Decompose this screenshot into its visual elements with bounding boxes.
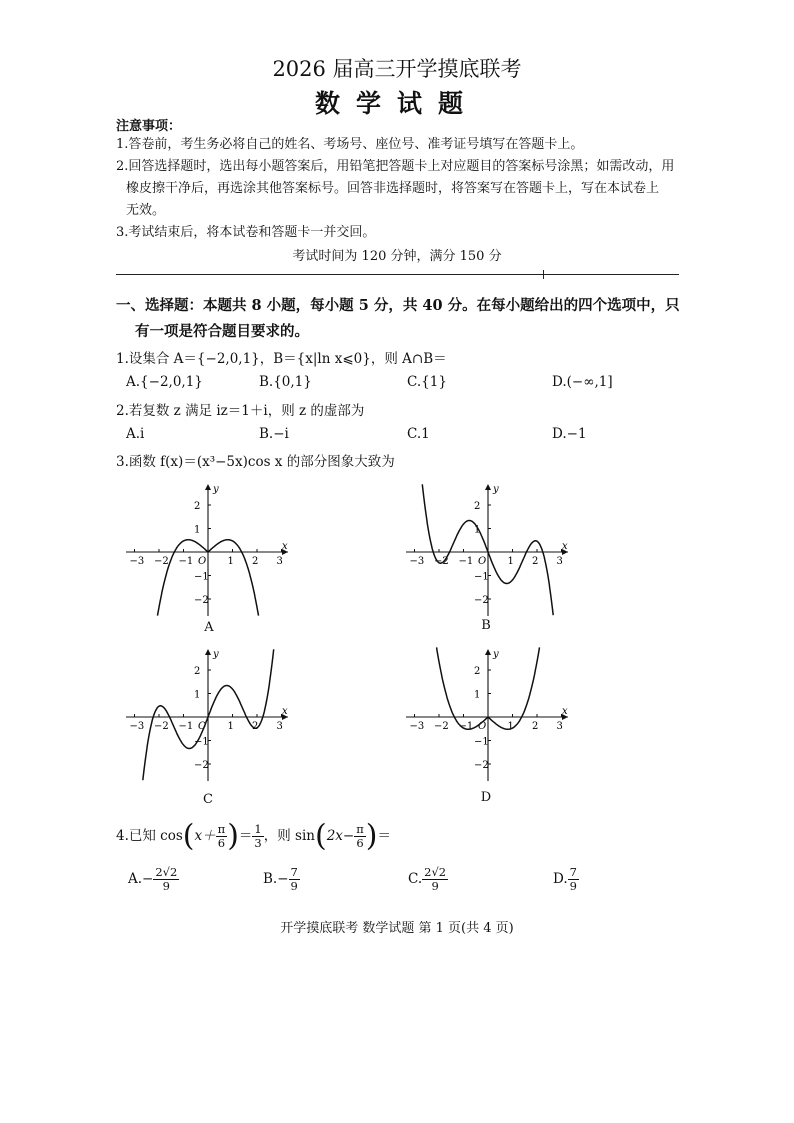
x-tick-label: 1 (507, 721, 514, 732)
right-paren: ) (227, 818, 239, 854)
fraction-one-third (252, 823, 263, 850)
divider (116, 274, 679, 275)
option-letter: D. (553, 871, 568, 887)
option-letter: A.− (128, 871, 154, 887)
y-tick-label: 2 (194, 501, 201, 512)
question-4-option-d (553, 866, 579, 893)
graph-d (400, 645, 575, 785)
question-4-then: ，则 sin (263, 828, 315, 844)
y-tick-label: −2 (194, 595, 209, 606)
x-tick-label: −1 (178, 721, 194, 732)
x-tick-label: −2 (434, 721, 449, 732)
option-fraction (422, 866, 448, 893)
origin-label: O (478, 556, 487, 567)
graph-a-label: A (204, 620, 214, 635)
notice-item-1: 1.答卷前，考生务必将自己的姓名、考场号、座位号、准考证号填写在答题卡上。 (116, 137, 584, 152)
fraction-numerator: 7 (569, 865, 577, 879)
y-axis-label: y (213, 484, 219, 495)
y-axis-arrow (205, 649, 211, 655)
graph-c-label: C (203, 792, 213, 807)
fraction-pi-over-6 (216, 823, 228, 850)
question-1-option-d: D.(−∞,1] (552, 374, 613, 390)
y-tick-label: 2 (474, 501, 481, 512)
x-tick-label: −2 (154, 556, 169, 567)
notice-heading: 注意事项： (116, 119, 182, 134)
fraction-numerator: π (217, 822, 226, 836)
y-axis-arrow (485, 484, 491, 490)
fraction-denominator: 9 (569, 879, 577, 893)
question-4-option-a (128, 866, 179, 893)
y-axis-label: y (213, 649, 219, 660)
question-4-equals: ＝ (238, 828, 253, 844)
question-4-option-b (263, 866, 300, 893)
question-2-stem: 2.若复数 z 满足 iz＝1＋i，则 z 的虚部为 (116, 403, 365, 419)
x-tick-label: 2 (252, 721, 259, 732)
y-tick-label: −1 (194, 571, 209, 583)
option-fraction (289, 866, 300, 893)
x-tick-label: −3 (129, 721, 145, 732)
fraction-numerator: 1 (254, 822, 262, 836)
y-tick-label: 1 (474, 524, 481, 536)
question-4-x-plus: x＋ (194, 828, 216, 844)
x-tick-label: 3 (276, 721, 283, 732)
option-fraction (153, 866, 179, 893)
section-heading-line-1: 一、选择题：本题共 8 小题，每小题 5 分，共 40 分。在每小题给出的四个选项中，只 (116, 297, 680, 314)
graph-a (120, 480, 295, 620)
x-tick-label: −2 (434, 556, 449, 567)
fraction-numerator: 2√2 (424, 865, 447, 879)
fraction-pi-over-6 (354, 823, 366, 850)
origin-label: O (478, 721, 487, 732)
fraction-denominator: 6 (217, 836, 226, 850)
notice-item-2-line-2: 橡皮擦干净后，再选涂其他答案标号。回答非选择题时，将答案写在答题卡上，写在本试卷上 (126, 181, 660, 196)
option-letter: B.− (263, 871, 289, 887)
question-4-2x-minus: 2x− (326, 828, 355, 844)
y-tick-label: 1 (474, 689, 481, 701)
y-tick-label: 1 (194, 689, 201, 701)
exam-title: 2026 届高三开学摸底联考 (272, 57, 522, 81)
x-axis-label: x (562, 541, 568, 552)
y-tick-label: −2 (474, 595, 489, 606)
y-tick-label: 1 (194, 524, 201, 536)
question-1-stem: 1.设集合 A＝{−2,0,1}，B＝{x|ln x⩽0}，则 A∩B＝ (116, 351, 447, 367)
origin-label: O (198, 556, 207, 567)
x-tick-label: 2 (532, 721, 539, 732)
question-2-option-b: B.−i (259, 426, 289, 442)
question-2-option-c: C.1 (407, 426, 430, 442)
question-2-option-d: D.−1 (552, 426, 587, 442)
y-axis-label: y (493, 484, 499, 495)
question-1-option-a: A.{−2,0,1} (126, 374, 203, 390)
notice-item-3: 3.考试结束后，将本试卷和答题卡一并交回。 (116, 225, 376, 240)
x-tick-label: 2 (532, 556, 539, 567)
fraction-denominator: 9 (290, 879, 298, 893)
y-tick-label: −2 (194, 760, 209, 771)
x-axis-label: x (282, 541, 288, 552)
y-axis-arrow (205, 484, 211, 490)
notice-item-2-line-1: 2.回答选择题时，选出每小题答案后，用铅笔把答题卡上对应题目的答案标号涂黑；如需改动，用 (116, 159, 675, 174)
x-tick-label: 1 (507, 556, 514, 567)
question-4-option-c (408, 866, 448, 893)
fraction-numerator: π (356, 822, 364, 836)
subject-title: 数学试题 (314, 89, 479, 118)
y-tick-label: −2 (474, 760, 489, 771)
fraction-denominator: 9 (431, 879, 439, 893)
x-tick-label: −1 (458, 721, 474, 732)
question-3-stem: 3.函数 f(x)＝(x³−5x)cos x 的部分图象大致为 (116, 454, 395, 470)
notice-item-2-line-3: 无效。 (126, 203, 166, 218)
fraction-numerator: 2√2 (155, 865, 178, 879)
question-1-option-b: B.{0,1} (259, 374, 312, 390)
x-tick-label: −2 (154, 721, 169, 732)
y-axis-label: y (493, 649, 499, 660)
x-tick-label: −1 (178, 556, 194, 567)
x-tick-label: 3 (556, 556, 563, 567)
x-axis-label: x (282, 706, 288, 717)
y-tick-label: 2 (474, 666, 481, 677)
question-4-prefix: 4.已知 cos (116, 828, 183, 844)
x-tick-label: −1 (458, 556, 474, 567)
x-tick-label: 3 (276, 556, 283, 567)
fraction-numerator: 7 (290, 865, 298, 879)
origin-label: O (198, 721, 207, 732)
x-tick-label: −3 (409, 721, 425, 732)
right-paren: ) (365, 818, 378, 854)
question-4-tail: ＝ (377, 828, 391, 844)
x-tick-label: 1 (227, 556, 234, 567)
x-tick-label: −3 (129, 556, 145, 567)
y-axis-arrow (485, 649, 491, 655)
page-footer: 开学摸底联考 数学试题 第 1 页(共 4 页) (280, 921, 514, 936)
graph-b-label: B (481, 618, 491, 633)
section-heading-line-2: 有一项是符合题目要求的。 (135, 323, 309, 340)
x-tick-label: −3 (409, 556, 425, 567)
fraction-denominator: 9 (162, 879, 170, 893)
left-paren: ( (314, 818, 327, 854)
x-tick-label: 2 (252, 556, 259, 567)
exam-time: 考试时间为 120 分钟，满分 150 分 (292, 249, 502, 264)
option-fraction (568, 866, 579, 893)
fraction-denominator: 3 (254, 836, 262, 850)
y-tick-label: −1 (194, 736, 209, 748)
y-tick-label: 2 (194, 666, 201, 677)
question-2-option-a: A.i (126, 426, 145, 442)
y-tick-label: −1 (474, 736, 489, 748)
x-tick-label: 3 (556, 721, 563, 732)
graph-d-label: D (480, 790, 492, 805)
left-paren: ( (182, 818, 195, 854)
x-axis-label: x (562, 706, 568, 717)
question-1-option-c: C.{1} (407, 374, 447, 390)
fraction-denominator: 6 (356, 836, 364, 850)
divider-tick (543, 270, 544, 279)
option-letter: C. (408, 871, 423, 887)
question-4-stem (116, 818, 391, 858)
x-tick-label: 1 (227, 721, 234, 732)
y-tick-label: −1 (474, 571, 489, 583)
graph-b (400, 480, 575, 620)
graph-c (120, 645, 295, 785)
